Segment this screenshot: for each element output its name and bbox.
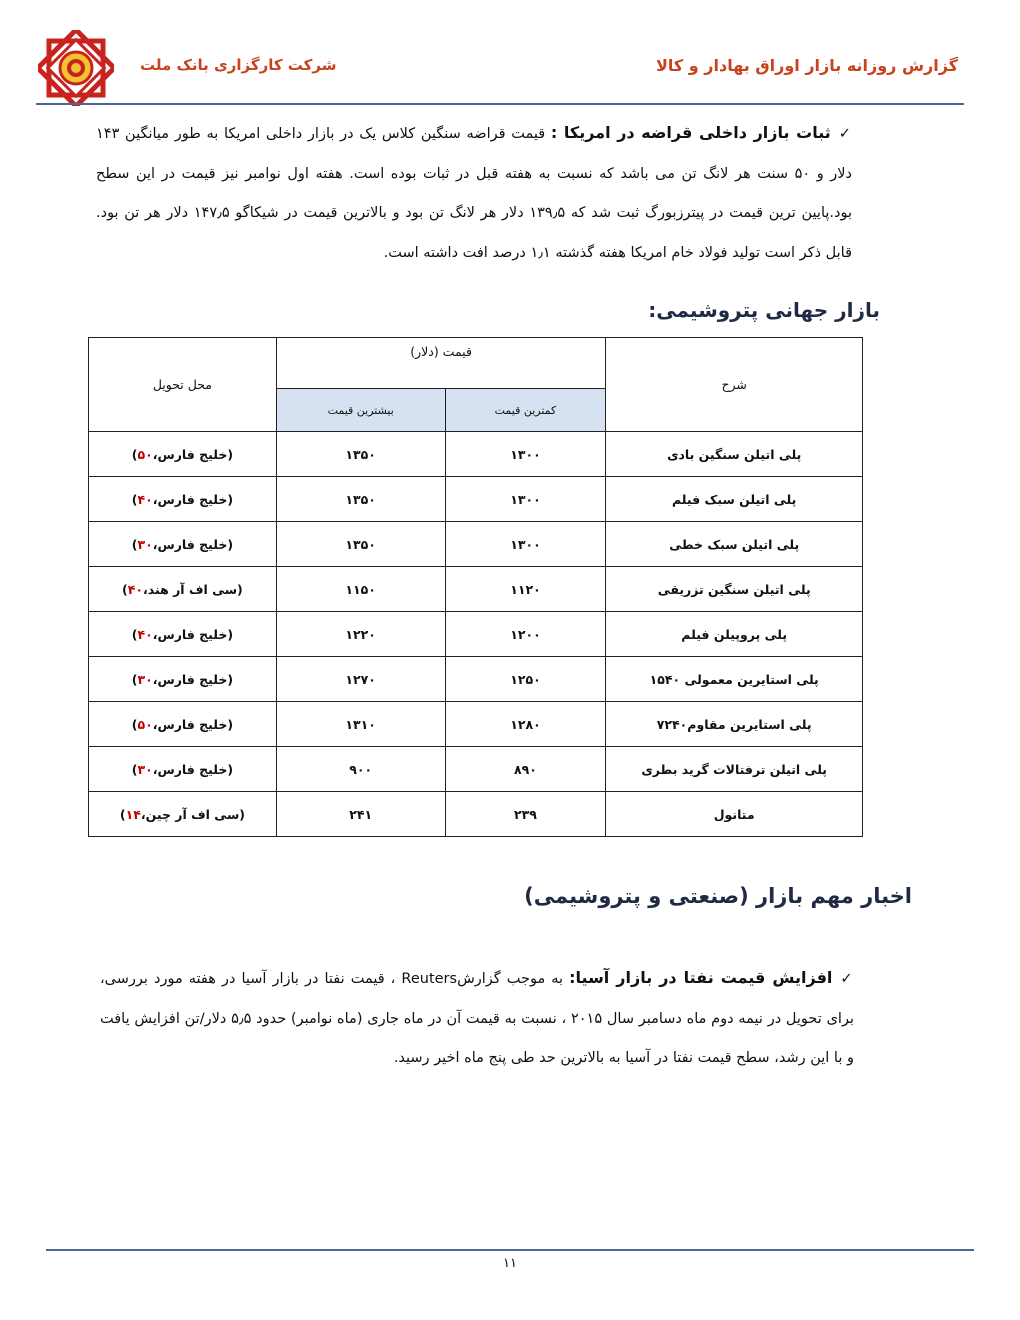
delivery-location: (خلیج فارس،۴۰): [89, 612, 277, 657]
max-price: ۹۰۰: [276, 747, 445, 792]
min-price: ۱۳۰۰: [445, 477, 606, 522]
footer-divider: [46, 1249, 974, 1251]
delivery-location: (خلیج فارس،۳۰): [89, 522, 277, 567]
product-name: پلی اتیلن سنگین بادی: [606, 432, 863, 477]
petrochemical-price-table: [88, 337, 863, 837]
max-price: ۱۲۲۰: [276, 612, 445, 657]
table-row: [89, 612, 863, 657]
max-price: ۱۳۵۰: [276, 432, 445, 477]
delivery-place: سی اف آر چین: [145, 806, 240, 822]
delivery-location: (سی اف آر چین،۱۴): [89, 792, 277, 837]
delivery-quantity: ۴۰: [137, 491, 153, 507]
delivery-quantity: ۳۰: [137, 671, 153, 687]
scrap-market-paragraph: [96, 113, 852, 273]
table-row: [89, 567, 863, 612]
naphtha-paragraph-text: به موجب گزارشReuters ، قیمت نفتا در بازار آسیا در هفته مورد بررسی، برای تحویل در نیمه دوم ماه دسامبر سال ۲۰۱۵ ، نسبت به قیمت آن در ماه جاری (ماه نوامبر) حدود ۵٫۵ دلار/تن افزایش یافت و با این رشد، سطح قیمت نفتا در آسیا به بالاترین حد طی پنج ماه اخیر رسید.: [100, 971, 854, 1066]
max-price: ۱۱۵۰: [276, 567, 445, 612]
min-price: ۱۱۲۰: [445, 567, 606, 612]
petrochemical-section-title: بازار جهانی پتروشیمی:: [648, 298, 880, 322]
delivery-place: خلیج فارس: [157, 716, 228, 732]
max-price: ۱۳۱۰: [276, 702, 445, 747]
delivery-quantity: ۴۰: [127, 581, 144, 597]
news-section-title: اخبار مهم بازار (صنعتی و پتروشیمی): [524, 884, 912, 908]
delivery-quantity: ۵۰: [137, 446, 153, 462]
checkmark-icon: ✓: [840, 971, 855, 987]
delivery-quantity: ۳۰: [137, 536, 153, 552]
header-delivery: محل تحویل: [89, 338, 277, 432]
min-price: ۱۲۵۰: [445, 657, 606, 702]
bank-mellat-logo: [38, 30, 114, 106]
table-row: [89, 522, 863, 567]
delivery-quantity: ۱۴: [125, 806, 141, 822]
delivery-place: خلیج فارس: [157, 491, 228, 507]
delivery-place: خلیج فارس: [157, 626, 228, 642]
delivery-place: خلیج فارس: [157, 446, 228, 462]
delivery-location: (سی اف آر هند،۴۰): [89, 567, 277, 612]
scrap-paragraph-lead: ثبات بازار داخلی قراضه در امریکا :: [550, 123, 831, 142]
naphtha-paragraph-lead: افزایش قیمت نفتا در بازار آسیا:: [569, 968, 833, 987]
product-name: متانول: [606, 792, 863, 837]
delivery-place: خلیج فارس: [157, 536, 228, 552]
table-row: [89, 747, 863, 792]
max-price: ۱۲۷۰: [276, 657, 445, 702]
delivery-location: (خلیج فارس،۳۰): [89, 747, 277, 792]
naphtha-paragraph: [100, 958, 854, 1079]
scrap-paragraph-text: قیمت قراضه سنگین کلاس یک در بازار داخلی امریکا به طور میانگین ۱۴۳ دلار و ۵۰ سنت هر لانگ تن می باشد که نسبت به هفته قبل در ثبات بوده است. هفته اول نوامبر نیز قیمت در این سطح بود.پایین ترین قیمت در پیترزبورگ ثبت شد که ۱۳۹٫۵ دلار هر لانگ تن بود و بالاترین قیمت در شیکاگو ۱۴۷٫۵ دلار هر تن بود. قابل ذکر است تولید فولاد خام امریکا هفته گذشته ۱٫۱ درصد افت داشته است.: [96, 126, 853, 261]
delivery-quantity: ۴۰: [137, 626, 153, 642]
min-price: ۱۳۰۰: [445, 522, 606, 567]
product-name: پلی اتیلن ترفتالات گرید بطری: [606, 747, 863, 792]
table-row: [89, 702, 863, 747]
company-name: شرکت کارگزاری بانک ملت: [140, 56, 337, 74]
max-price: ۱۳۵۰: [276, 522, 445, 567]
min-price: ۱۳۰۰: [445, 432, 606, 477]
table-row: [89, 657, 863, 702]
delivery-location: (خلیج فارس،۴۰): [89, 477, 277, 522]
table-row: [89, 792, 863, 837]
delivery-location: (خلیج فارس،۳۰): [89, 657, 277, 702]
product-name: پلی پروپیلن فیلم: [606, 612, 863, 657]
header-description: شرح: [606, 338, 863, 432]
delivery-quantity: ۳۰: [137, 761, 153, 777]
checkmark-icon: ✓: [838, 126, 852, 142]
product-name: پلی اتیلن سنگین تزریقی: [606, 567, 863, 612]
min-price: ۲۳۹: [445, 792, 606, 837]
header-max-price: بیشترین قیمت: [276, 389, 445, 432]
product-name: پلی اتیلن سبک فیلم: [606, 477, 863, 522]
min-price: ۱۲۰۰: [445, 612, 606, 657]
report-title: گزارش روزانه بازار اوراق بهادار و کالا: [655, 56, 958, 75]
delivery-location: (خلیج فارس،۵۰): [89, 702, 277, 747]
table-row: [89, 477, 863, 522]
delivery-place: خلیج فارس: [157, 671, 228, 687]
page-number: ۱۱: [503, 1256, 517, 1271]
delivery-place: خلیج فارس: [157, 761, 228, 777]
product-name: پلی اتیلن سبک خطی: [606, 522, 863, 567]
table-row: [89, 432, 863, 477]
header-price: قیمت (دلار): [276, 338, 606, 389]
delivery-quantity: ۵۰: [137, 716, 153, 732]
product-name: پلی استایرین مقاوم۷۲۴۰: [606, 702, 863, 747]
min-price: ۱۲۸۰: [445, 702, 606, 747]
delivery-place: سی اف آر هند: [147, 581, 238, 597]
delivery-location: (خلیج فارس،۵۰): [89, 432, 277, 477]
max-price: ۱۳۵۰: [276, 477, 445, 522]
product-name: پلی استایرین معمولی ۱۵۴۰: [606, 657, 863, 702]
header-min-price: کمترین قیمت: [445, 389, 606, 432]
header-divider: [36, 103, 964, 105]
max-price: ۲۴۱: [276, 792, 445, 837]
min-price: ۸۹۰: [445, 747, 606, 792]
